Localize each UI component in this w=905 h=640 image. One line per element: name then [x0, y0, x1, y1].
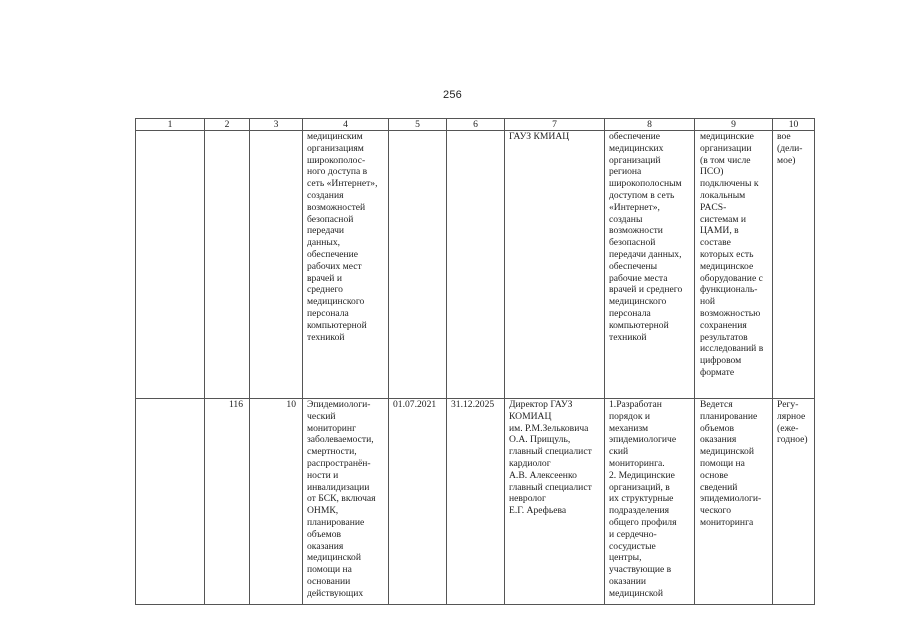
end-date-cell: 31.12.2025	[447, 399, 505, 605]
row-index-cell	[136, 399, 205, 605]
table-row	[136, 131, 815, 399]
result-characteristic-cell: Ведется планирование объемов оказания медицинской помощи на основе сведений эпидемиологи- ческого мониторинга	[695, 399, 773, 605]
header-cell: 10	[773, 119, 815, 131]
event-number-cell: 116	[205, 399, 250, 605]
header-cell: 8	[605, 119, 695, 131]
header-cell: 1	[136, 119, 205, 131]
header-cell: 3	[250, 119, 303, 131]
sub-number-cell	[250, 131, 303, 399]
result-characteristic-cell: медицинские организации (в том числе ПСО) подключены к локальным PACS- системам и ЦАМИ, в составе которых есть медицинское оборудование с функциональ- ной возможностью сохранения результатов исследований в цифровом формате	[695, 131, 773, 399]
header-row	[136, 119, 815, 131]
start-date-cell: 01.07.2021	[389, 399, 447, 605]
header-cell: 7	[505, 119, 605, 131]
result-description-cell: 1.Разработан порядок и механизм эпидемиологиче ский мониторинга. 2. Медицинские организаций, в их структурные подразделения общего профиля и сердечно- сосудистые центры, участвующие в оказании медицинской	[605, 399, 695, 605]
plan-table	[135, 118, 815, 605]
result-type-cell: вое (дели- мое)	[773, 131, 815, 399]
responsible-cell: ГАУЗ КМИАЦ	[505, 131, 605, 399]
event-description-cell: медицинским организациям широкополос- ного доступа в сеть «Интернет», создания возможностей безопасной передачи данных, обеспечение рабочих мест врачей и среднего медицинского персонала компьютерной техникой	[303, 131, 389, 399]
end-date-cell	[447, 131, 505, 399]
page-number: 256	[443, 89, 462, 101]
header-cell: 9	[695, 119, 773, 131]
header-cell: 4	[303, 119, 389, 131]
header-cell: 5	[389, 119, 447, 131]
start-date-cell	[389, 131, 447, 399]
header-cell: 6	[447, 119, 505, 131]
result-type-cell: Регу- лярное (еже- годное)	[773, 399, 815, 605]
header-cell: 2	[205, 119, 250, 131]
sub-number-cell: 10	[250, 399, 303, 605]
result-description-cell: обеспечение медицинских организаций региона широкополосным доступом в сеть «Интернет», созданы возможности безопасной передачи данных, обеспечены рабочие места врачей и среднего медицинского персонала компьютерной техникой	[605, 131, 695, 399]
event-number-cell	[205, 131, 250, 399]
responsible-cell: Директор ГАУЗ КОМИАЦ им. Р.М.Зельковича О.А. Прищуль, главный специалист кардиолог А.В. Алексеенко главный специалист невролог Е.Г. Арефьева	[505, 399, 605, 605]
event-description-cell: Эпидемиологи- ческий мониторинг заболеваемости, смертности, распространён- ности и инвалидизации от БСК, включая ОНМК, планирование объемов оказания медицинской помощи на основании действующих	[303, 399, 389, 605]
table-row	[136, 399, 815, 605]
row-index-cell	[136, 131, 205, 399]
